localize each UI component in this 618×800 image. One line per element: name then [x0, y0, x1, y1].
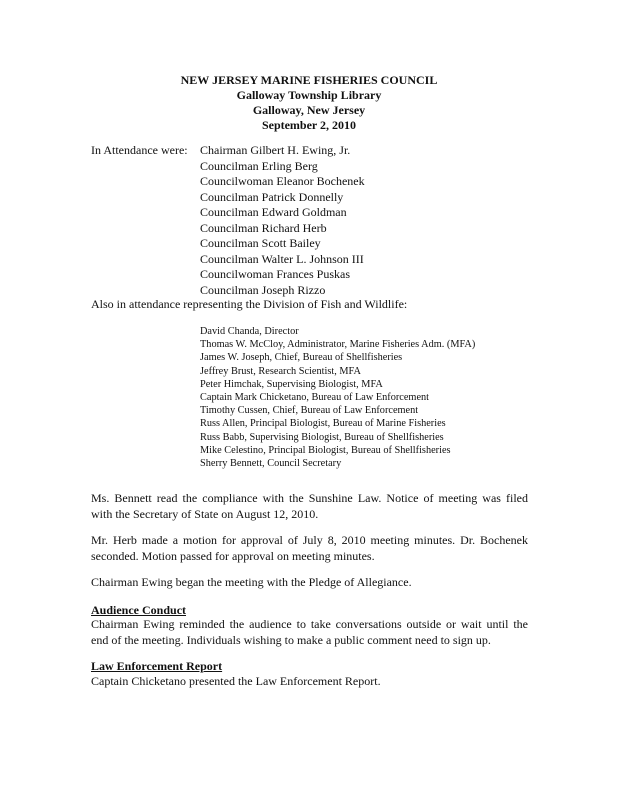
- council-member: Councilwoman Eleanor Bochenek: [200, 174, 365, 188]
- paragraph-line: Chairman Ewing reminded the audience to take conversations outside or wait until the: [91, 617, 528, 631]
- sunshine-law-paragraph: [91, 491, 528, 522]
- council-member: Councilman Edward Goldman: [200, 205, 347, 219]
- law-enforcement-heading: Law Enforcement Report: [91, 659, 223, 673]
- council-member: Councilman Richard Herb: [200, 220, 327, 235]
- staff-member: David Chanda, Director: [200, 326, 299, 337]
- council-member: Councilman Erling Berg: [200, 158, 318, 173]
- staff-member: Peter Himchak, Supervising Biologist, MFA: [200, 378, 383, 390]
- paragraph-line: Mr. Herb made a motion for approval of July 8, 2010 meeting minutes. Dr. Bochenek: [91, 533, 528, 547]
- paragraph-line: seconded. Motion passed for approval on meeting minutes.: [91, 548, 375, 563]
- council-member: Chairman Gilbert H. Ewing, Jr.: [200, 143, 351, 157]
- staff-member: James W. Joseph, Chief, Bureau of Shellfisheries: [200, 352, 403, 364]
- staff-member: Mike Celestino, Principal Biologist, Bureau of Shellfisheries: [200, 444, 451, 456]
- staff-member: Russ Allen, Principal Biologist, Bureau of Marine Fisheries: [200, 418, 446, 430]
- council-member: Councilman Scott Bailey: [200, 236, 321, 250]
- paragraph-line: end of the meeting. Individuals wishing to make a public comment need to sign up.: [91, 632, 491, 647]
- meeting-date: September 2, 2010: [261, 118, 357, 132]
- council-member: Councilman Walter L. Johnson III: [200, 251, 364, 266]
- division-staff-list: [200, 325, 475, 470]
- council-member: Councilman Joseph Rizzo: [200, 282, 326, 297]
- pledge-paragraph: Chairman Ewing began the meeting with the Pledge of Allegiance.: [91, 575, 412, 589]
- staff-member: Timothy Cussen, Chief, Bureau of Law Enforcement: [200, 405, 419, 417]
- law-enforcement-paragraph: Captain Chicketano presented the Law Enforcement Report.: [91, 674, 381, 688]
- attendance-label: In Attendance were:: [91, 143, 188, 157]
- staff-member: Captain Mark Chicketano, Bureau of Law Enforcement: [200, 392, 430, 404]
- meeting-venue: Galloway Township Library: [236, 88, 382, 102]
- staff-member: Sherry Bennett, Council Secretary: [200, 458, 342, 470]
- audience-conduct-paragraph: [91, 617, 528, 648]
- staff-member: Thomas W. McCloy, Administrator, Marine Fisheries Adm. (MFA): [200, 339, 476, 351]
- paragraph-line: Ms. Bennett read the compliance with the Sunshine Law. Notice of meeting was filed: [91, 491, 528, 505]
- division-intro: Also in attendance representing the Division of Fish and Wildlife:: [91, 297, 408, 311]
- council-member-list: [200, 143, 365, 298]
- meeting-location: Galloway, New Jersey: [252, 103, 366, 117]
- document-header: [0, 73, 618, 133]
- minutes-paragraph: [91, 533, 528, 564]
- council-name: NEW JERSEY MARINE FISHERIES COUNCIL: [180, 73, 438, 87]
- staff-member: Jeffrey Brust, Research Scientist, MFA: [200, 365, 361, 377]
- staff-member: Russ Babb, Supervising Biologist, Bureau of Shellfisheries: [200, 431, 444, 443]
- audience-conduct-heading: Audience Conduct: [91, 603, 187, 617]
- council-member: Councilman Patrick Donnelly: [200, 189, 344, 204]
- council-member: Councilwoman Frances Puskas: [200, 267, 350, 281]
- paragraph-line: with the Secretary of State on August 12, 2010.: [91, 506, 319, 521]
